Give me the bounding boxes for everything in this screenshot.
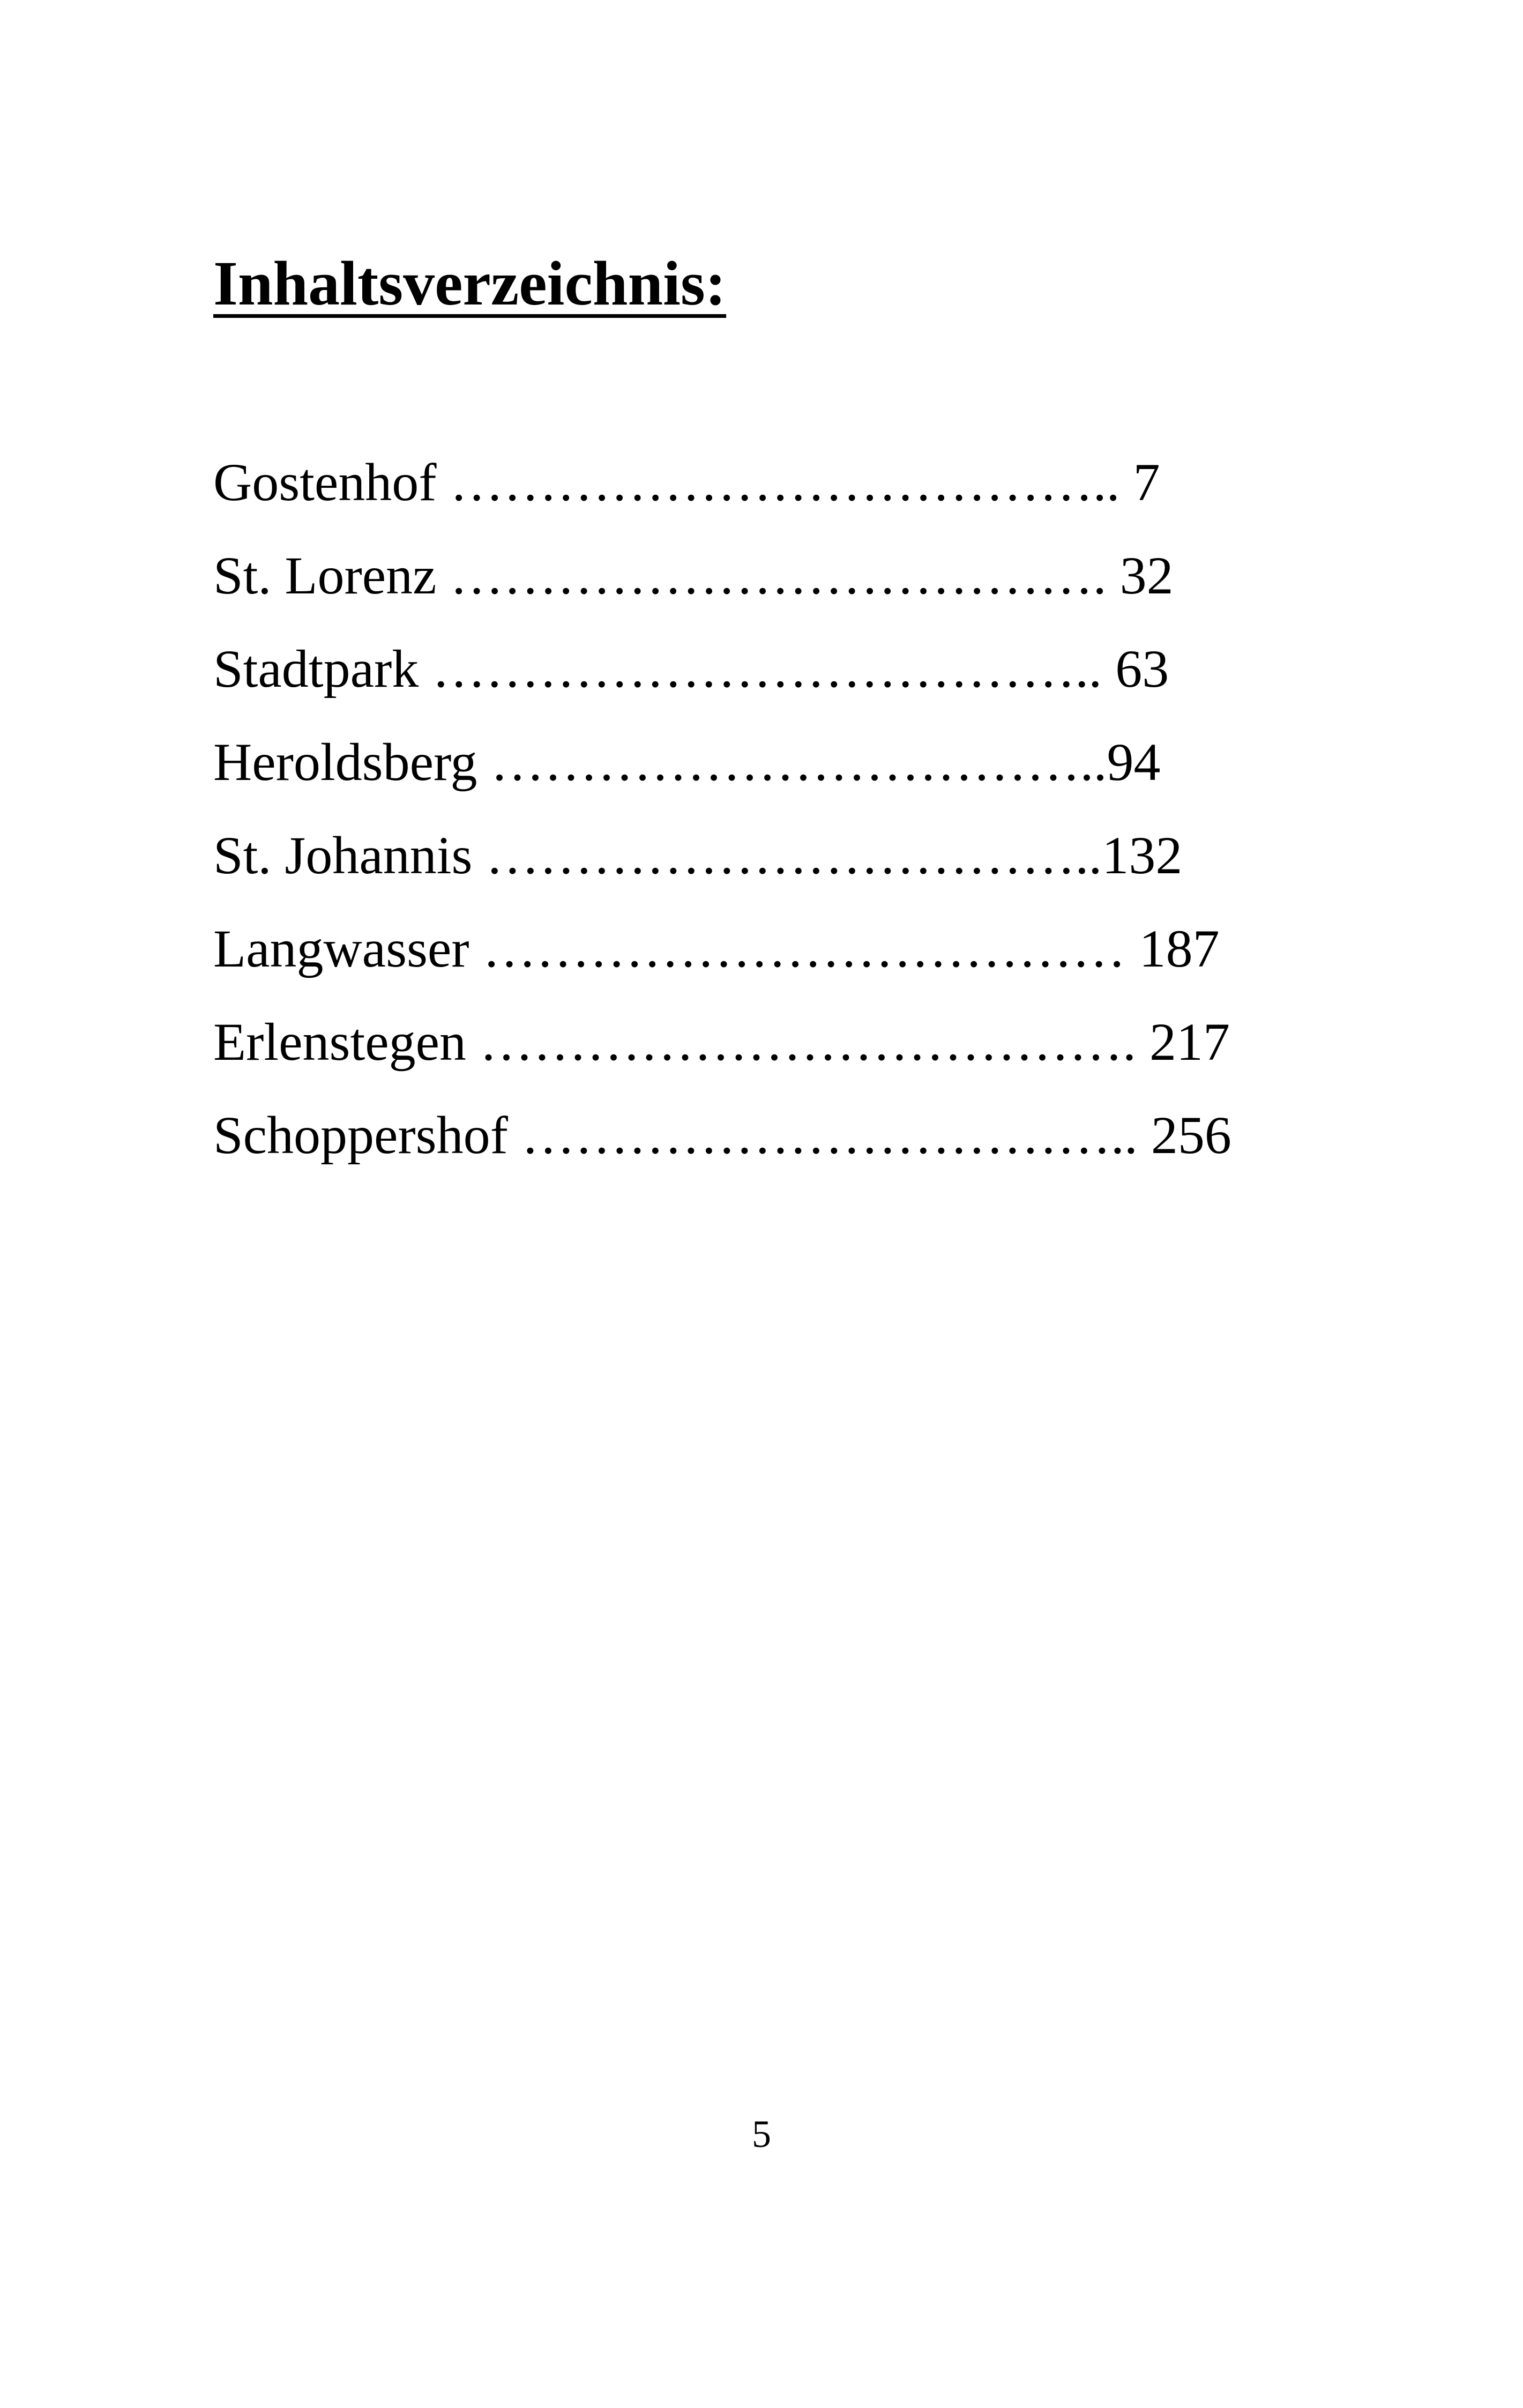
table-of-contents-heading: Inhaltsverzeichnis: <box>213 248 727 318</box>
toc-entry-page-number: 94 <box>1107 732 1161 792</box>
toc-entry-title: Erlenstegen <box>213 1012 467 1072</box>
toc-entry-title: Schoppershof <box>213 1105 508 1165</box>
toc-entry-leader: …………………………….. <box>507 1105 1151 1165</box>
toc-entry-leader: ……………………………….. <box>436 452 1133 512</box>
toc-entry-leader: ………………………………. <box>436 546 1120 605</box>
toc-entry-title: Heroldsberg <box>213 732 477 792</box>
toc-entry-leader: ……………………………….. <box>419 639 1116 698</box>
toc-entry-gostenhof <box>213 452 1339 549</box>
toc-entry-title: Gostenhof <box>213 452 437 512</box>
toc-entry-leader: …………………………….. <box>477 732 1107 792</box>
toc-entry-page-number: 187 <box>1139 919 1220 978</box>
toc-entry-page-number: 256 <box>1151 1105 1231 1165</box>
toc-entry-page-number: 132 <box>1102 826 1183 885</box>
toc-entry-title: St. Johannis <box>213 826 473 885</box>
toc-entry-leader: ……………………………… <box>469 919 1139 978</box>
toc-entry-page-number: 7 <box>1133 452 1160 512</box>
toc-entry-erlenstegen <box>213 1012 1339 1109</box>
toc-entry-page-number: 63 <box>1115 639 1169 698</box>
toc-entry-page-number: 32 <box>1119 546 1174 605</box>
toc-entry-st-lorenz <box>213 546 1339 642</box>
toc-entry-title: St. Lorenz <box>213 546 437 605</box>
toc-entry-schoppershof <box>213 1105 1339 1202</box>
toc-entry-leader: ………………………………. <box>466 1012 1150 1072</box>
toc-entry-page-number: 217 <box>1149 1012 1230 1072</box>
toc-entry-langwasser <box>213 919 1339 1015</box>
page-number: 5 <box>752 2113 771 2156</box>
toc-entry-title: Langwasser <box>213 919 469 978</box>
toc-entry-st-johannis <box>213 826 1339 922</box>
toc-entry-leader: …………………………….. <box>472 826 1102 885</box>
toc-entry-heroldsberg <box>213 732 1339 829</box>
table-of-contents-list <box>213 452 1339 1202</box>
toc-entry-title: Stadtpark <box>213 639 419 698</box>
toc-entry-stadtpark <box>213 639 1339 735</box>
